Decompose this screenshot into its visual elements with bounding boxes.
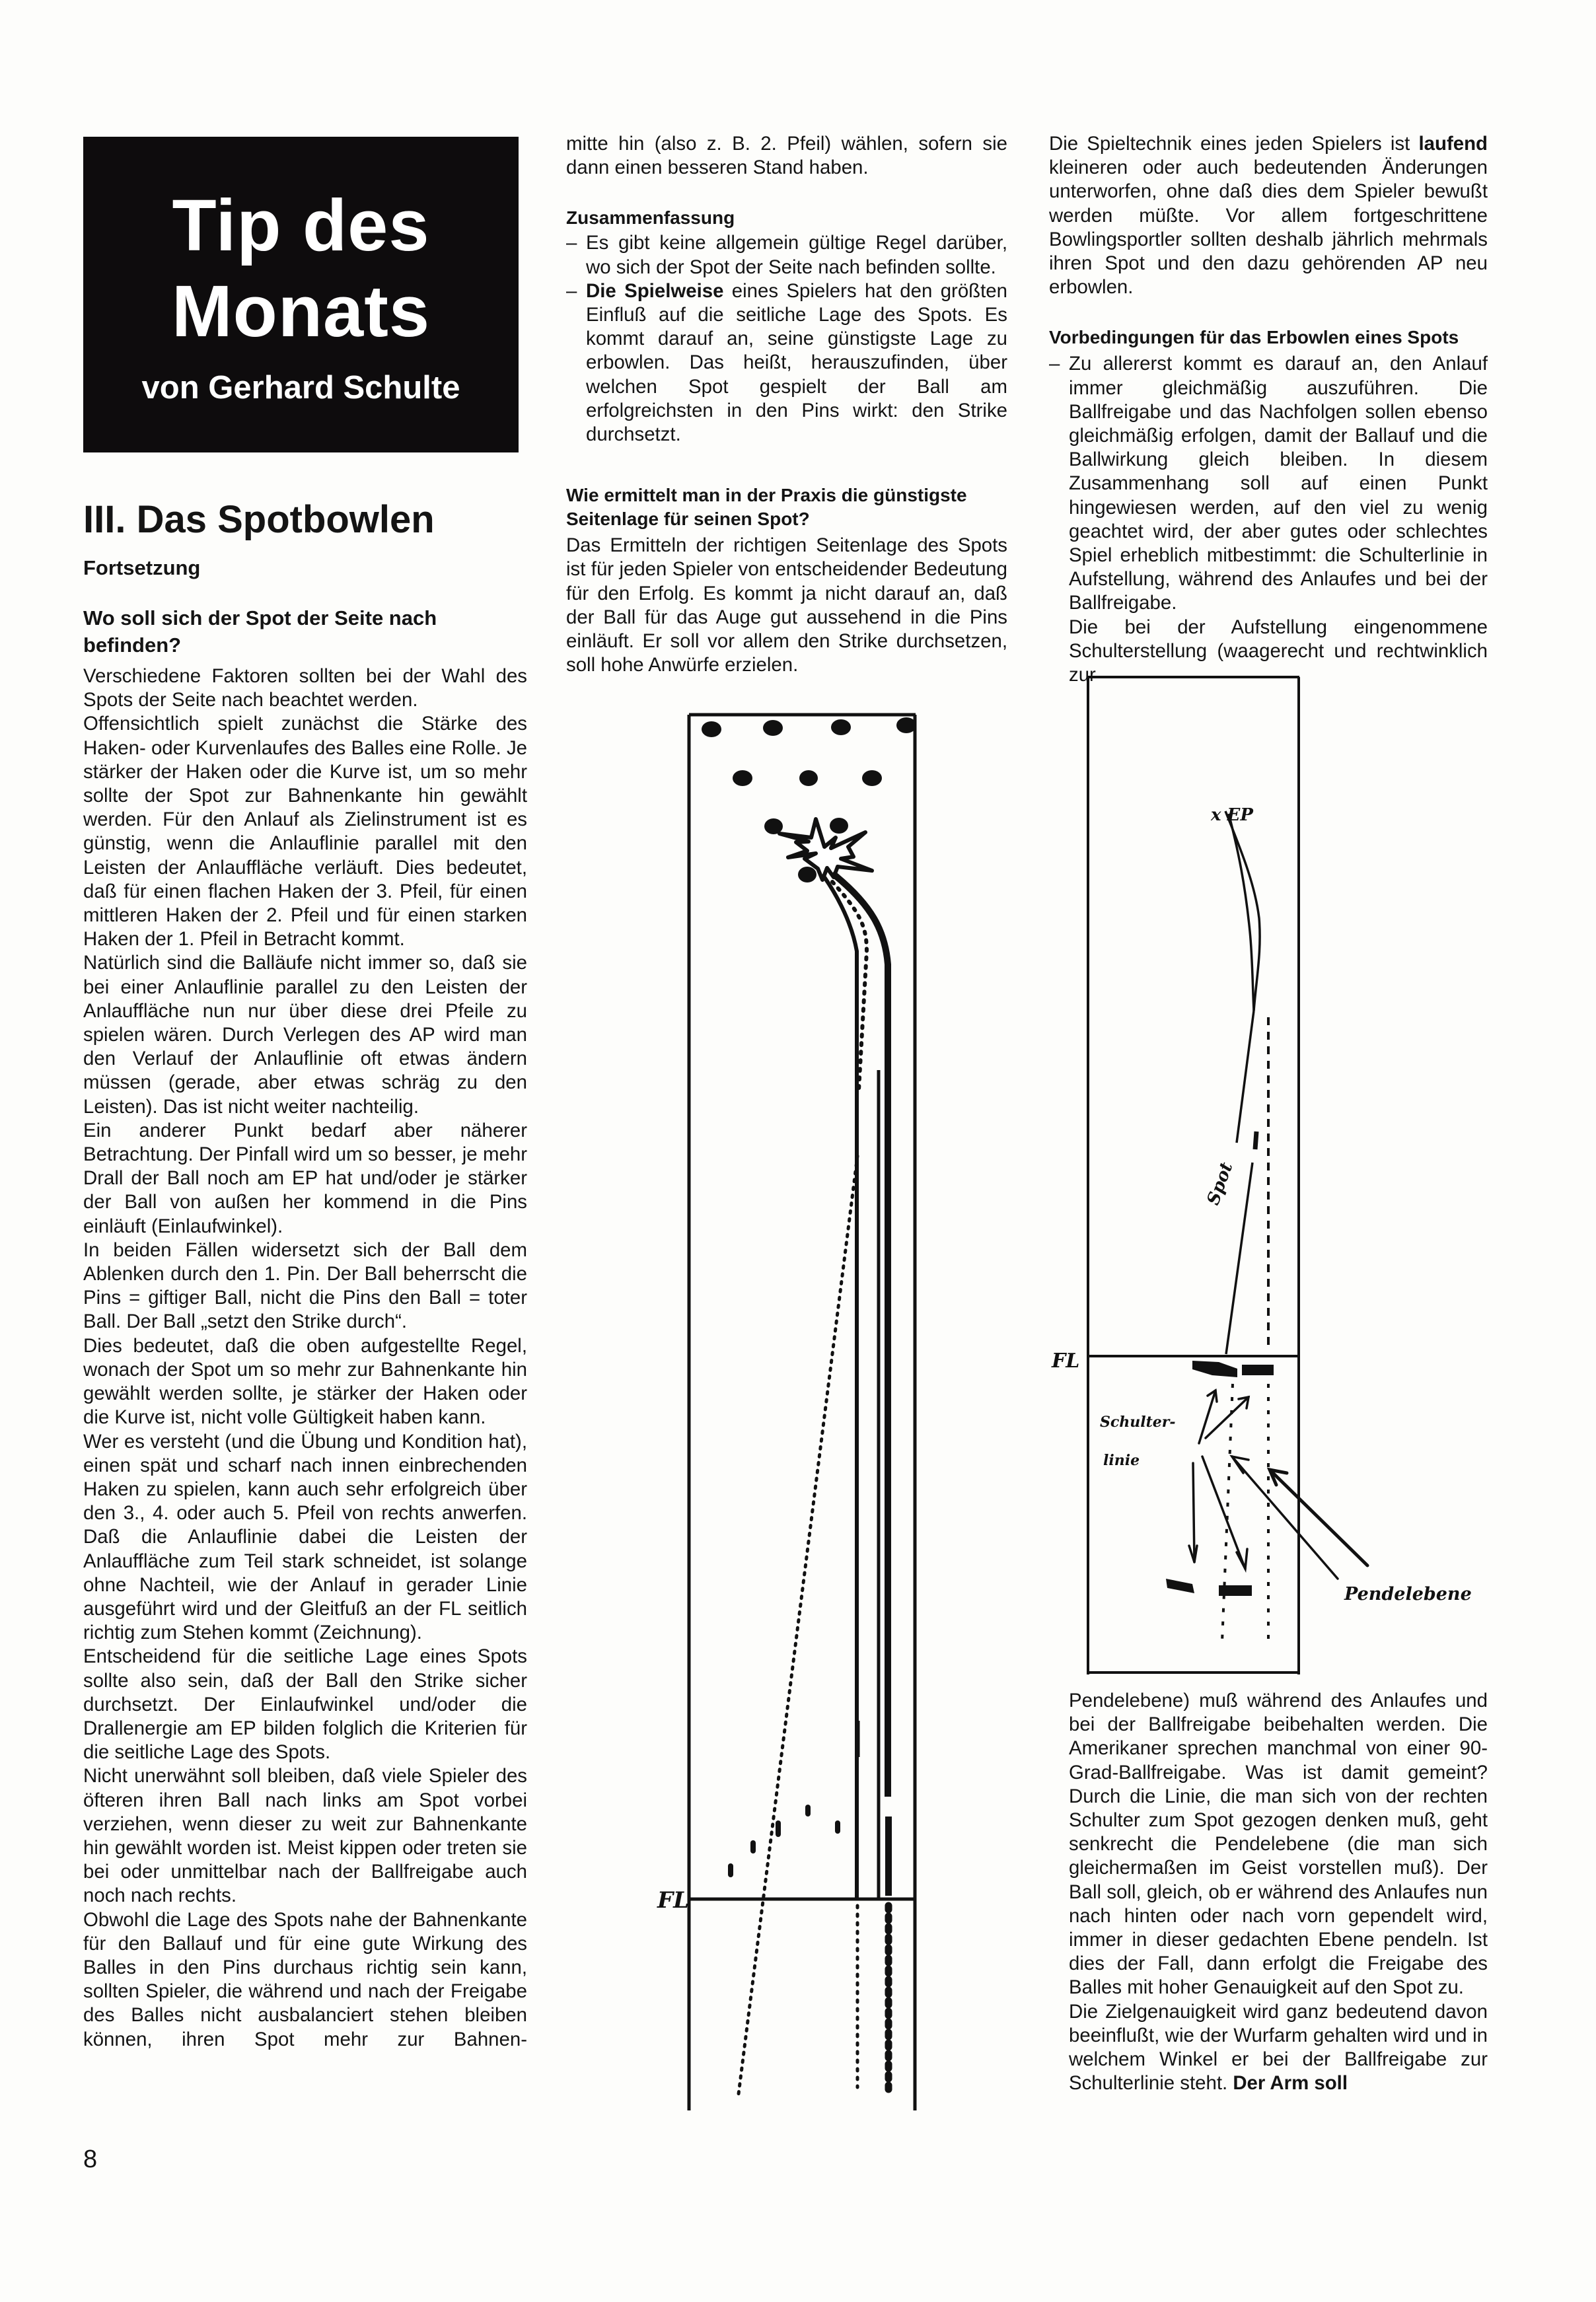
paragraph: Offensichtlich spielt zunächst die Stärke des Haken- oder Kurvenlaufes des Balles eine Rolle. Je stärker der Haken oder die Kurve ist, um so mehr sollte der Spot zur Bahnenkante hin gewählt werden. Für den Anlauf als Zielinstrument ist es günstig, wenn die Anlauflinie parallel mit den Leisten der Anlauffläche verläuft. Dies bedeutet, daß für einen flachen Haken der 3. Pfeil, für einen mittleren Haken der 2. Pfeil und für einen starken Haken der 1. Pfeil in Betracht kommt. (83, 713, 527, 951)
practice-heading: Wie ermittelt man in der Praxis die günstigste Seitenlage für seinen Spot? (566, 485, 967, 530)
strike-burst-icon (780, 819, 872, 880)
summary-heading: Zusammenfassung (566, 207, 735, 229)
paragraph: In beiden Fällen widersetzt sich der Ball dem Ablenken durch den 1. Pin. Der Ball beherrscht die Pins = giftiger Ball, nicht die Pins den Ball = toter Ball. Der Ball „setzt den Strike durch“. (83, 1239, 527, 1333)
lane-diagram-1 (654, 700, 958, 2120)
spot-label: Spot (1203, 1159, 1237, 1208)
section-subtitle: Fortsetzung (83, 556, 201, 579)
paragraph: Wer es versteht (und die Übung und Kondition hat), einen spät und scharf nach innen einbrechenden Haken zu spielen, kann auch sehr erfolgreich über den 3., 4. oder auch 5. Pfeil von rechts anwerfen. Daß die Anlauflinie dabei die Leisten der Anlauffläche zum Teil stark schneidet, ist solange ohne Nachteil, wie der Anlauf in gerader Linie ausgeführt wird und der Gleitfuß an der FL seitlich richtig zum Stehen kommt (Zeichnung). (83, 1430, 527, 1644)
paragraph: Obwohl die Lage des Spots nahe der Bahnenkante für den Ballauf und für eine gute Wirkung des Balles in den Pins durchaus richtig sein kann, sollten Spieler, die während und nach der Freigabe des Balles nicht ausbalanciert stehen bleiben können, ihren Spot mehr zur Bahnen- (83, 1908, 527, 2050)
intro-paragraph: Die Spieltechnik eines jeden Spielers ist laufend kleineren oder auch bedeutenden Änderungen unterworfen, ohne daß dies dem Spieler bewußt werden müßte. Vor allem fortgeschrittene Bowlingsportler sollten deshalb jährlich mehrmals ihren Spot und den dazu gehörenden AP neu erbowlen. (1049, 133, 1488, 299)
column-2 (566, 132, 1007, 677)
page-number: 8 (83, 2145, 98, 2173)
continuation-paragraph: mitte hin (also z. B. 2. Pfeil) wählen, sofern sie dann einen besseren Stand haben. (566, 133, 1007, 179)
title-line-1: Tip des (172, 185, 430, 266)
pendulum-plane-label: Pendelebene (1344, 1584, 1472, 1604)
paragraph: Natürlich sind die Balläufe nicht immer so, daß sie bei einer Anlauflinie parallel zu den Leisten der Anlauffläche nun nur über diese drei Pfeile zu spielen wären. Durch Verlegen des AP wird man den Verlauf der Anlauflinie oft etwas ändern müssen (gerade, aber etwas schräg zu den Leisten). Das ist nicht weiter nachteilig. (83, 952, 527, 1118)
column-3-continued (1049, 1689, 1488, 2095)
after-diagram-paragraph: Pendelebene) muß während des Anlaufes und bei der Ballfreigabe beibehalten werden. Die Amerikaner sprechen manchmal von einer 90-Grad-Ballfreigabe. Was ist damit gemeint? Durch die Linie, die man sich von der rechten Schulter zum Spot gezogen denken muß, geht senkrecht die Pendelebene (die man sich gleichermaßen im Geist vorstellen muß). Der Ball soll, gleich, ob er während des Anlaufes nun nach hinten oder nach vorn gependelt wird, immer in dieser gedachten Ebene pendeln. Ist dies der Fall, dann erfolgt die Freigabe des Balles mit hoher Genauigkeit auf den Spot zu. (1069, 1690, 1488, 1999)
title-box (83, 137, 519, 452)
paragraph: Verschiedene Faktoren sollten bei der Wahl des Spots der Seite nach beachtet werden. (83, 665, 527, 711)
shoulder-bars (1166, 1361, 1274, 1596)
summary-item: – Es gibt keine allgemein gültige Regel darüber, wo sich der Spot der Seite nach befinden sollte. (566, 231, 1007, 279)
ep-label: x EP (1211, 805, 1253, 825)
shoulder-line-label-1: Schulter- (1100, 1414, 1176, 1431)
paragraph: Nicht unerwähnt soll bleiben, daß viele Spieler des öfteren ihren Ball nach links am Spot vorbei verziehen, wenn dieser zu weit zur Bahnenkante hin gewählt worden ist. Meist kippen oder treten sie bei oder unmittelbar nach der Ballfreigabe auch noch nach rechts. (83, 1765, 527, 1907)
conditions-continuation: Die bei der Aufstellung eingenommene Schulterstellung (waagerecht und rechtwinklich zur (1069, 616, 1488, 686)
conditions-heading: Vorbedingungen für das Erbowlen eines Spots (1049, 327, 1459, 348)
conditions-list (1049, 352, 1488, 615)
fl-label: FL (1052, 1349, 1080, 1373)
last-paragraph: Die Zielgenauigkeit wird ganz bedeutend davon beeinflußt, wie der Wurfarm gehalten wird und in welchem Winkel er bei der Ballfreigabe zur Schulterlinie steht. Der Arm soll (1069, 2000, 1488, 2095)
summary-list (566, 231, 1007, 447)
column-1 (83, 665, 527, 2052)
paragraph: Entscheidend für die seitliche Lage eines Spots sollte also sein, daß der Ball den Strike sicher durchsetzt. Der Einlaufwinkel und/oder die Drallenergie am EP bilden folglich die Kriterien für die seitliche Lage des Spots. (83, 1645, 527, 1764)
paragraph: Dies bedeutet, daß die oben aufgestellte Regel, wonach der Spot um so mehr zur Bahnenkante hin gewählt werden sollte, je stärker der Haken oder die Kurve ist, nicht volle Gültigkeit haben kann. (83, 1334, 527, 1429)
section-title: III. Das Spotbowlen (83, 498, 435, 541)
paragraph: Ein anderer Punkt bedarf aber näherer Betrachtung. Der Pinfall wird um so besser, je mehr Drall der Ball noch am EP hat und/oder je stärker der Ball von außen her kommend in die Pins einläuft (Einlaufwinkel). (83, 1119, 527, 1237)
section-question: Wo soll sich der Spot der Seite nach befinden? (83, 606, 437, 657)
conditions-item: – Zu allererst kommt es darauf an, den Anlauf immer gleichmäßig auszuführen. Die Ballfreigabe und das Nachfolgen sollen ebenso gleichmäßig erfolgen, damit der Ballauf und die Ballwirkung gleich bleiben. In diesem Zusammenhang soll auf einen Punkt hingewiesen werden, auf den viel zu wenig geachtet wird, der aber gutes oder schlechtes Spiel erheblich mitbestimmt: die Schulterlinie in Aufstellung, während des Anlaufes und bei der Ballfreigabe. (1049, 352, 1488, 615)
author-byline: von Gerhard Schulte (141, 370, 460, 406)
title-line-2: Monats (172, 271, 430, 352)
column-3 (1049, 132, 1488, 687)
fl-label: FL (657, 1887, 690, 1914)
summary-item: – Die Spielweise eines Spielers hat den größten Einfluß auf die seitliche Lage des Spots. Es kommt darauf an, seine günstigste Lage zu erbowlen. Das heißt, herauszufinden, über welchen Spot gespielt der Ball am erfolgreichsten in den Pins wirkt: den Strike durchsetzt. (566, 279, 1007, 447)
practice-paragraph: Das Ermitteln der richtigen Seitenlage des Spots ist für jeden Spieler von entscheidender Bedeutung für den Erfolg. Es kommt ja nicht darauf an, daß der Ball für das Auge gut aussehend in die Pins einläuft. Er soll vor allem den Strike durchsetzen, soll hohe Anwürfe erzielen. (566, 534, 1007, 676)
lane-diagram-2 (1044, 667, 1596, 1684)
shoulder-line-label-2: linie (1103, 1452, 1140, 1469)
